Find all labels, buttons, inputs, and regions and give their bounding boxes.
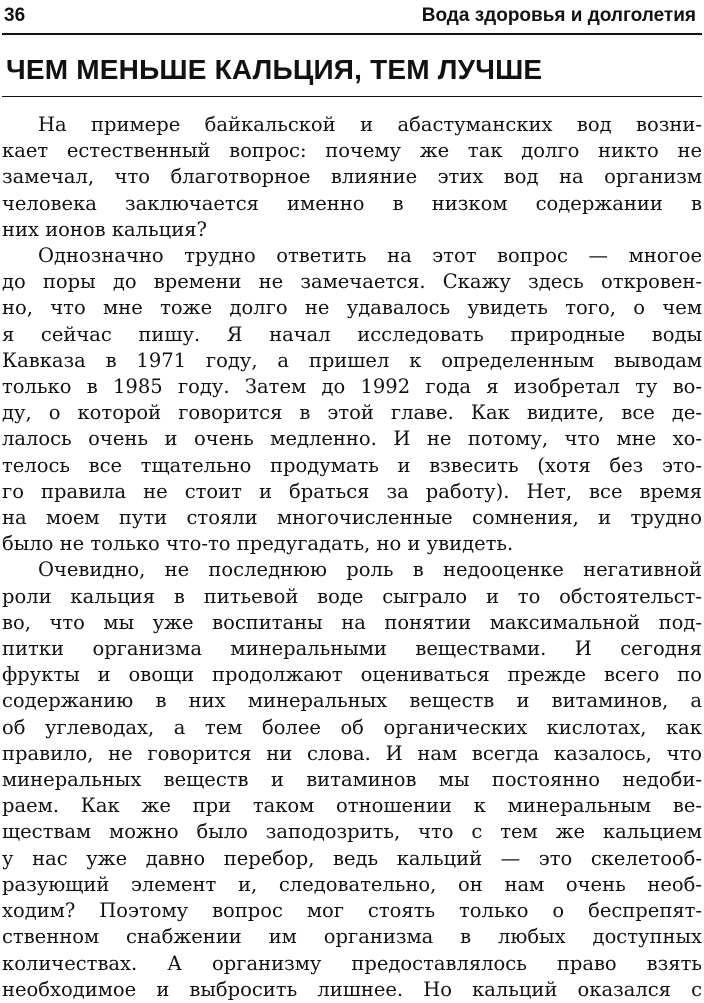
- text-line: я сейчас пишу. Я начал исследовать природные воды: [2, 322, 702, 346]
- text-line: на моем пути стояли многочисленные сомнения, и трудно: [2, 506, 702, 530]
- paragraph: [2, 557, 702, 1002]
- text-line: необходимое и выбросить лишнее. Но кальций оказался с: [2, 977, 702, 1001]
- header-divider: [2, 33, 702, 35]
- text-line: ходим? Поэтому вопрос мог стоять только о беспрепят-: [2, 899, 702, 923]
- text-line: во, что мы уже воспитаны на понятии максимальной под-: [2, 610, 702, 634]
- paragraph: [2, 112, 702, 243]
- text-line: ду, о которой говорится в этой главе. Как видите, все де-: [2, 401, 702, 425]
- text-line: них ионов кальция?: [2, 217, 207, 241]
- page-number: 36: [4, 5, 26, 26]
- paragraph: [2, 243, 702, 557]
- text-line: раем. Как же при таком отношении к минеральным ве-: [2, 794, 702, 818]
- text-line: правило, не говорится ни слова. И нам всегда казалось, что: [2, 741, 702, 765]
- text-line: питки организма минеральными веществами. И сегодня: [2, 637, 702, 661]
- text-line: у нас уже давно перебор, ведь кальций — это скелетооб-: [2, 846, 702, 870]
- body-text: [2, 112, 702, 1003]
- text-line: ственном снабжении им организма в любых доступных: [2, 925, 702, 949]
- text-line: телось все тщательно продумать и взвесить (хотя без это-: [2, 453, 702, 477]
- text-line: фрукты и овощи продолжают оцениваться прежде всего по: [2, 663, 702, 687]
- text-line: об углеводах, а тем более об органических кислотах, как: [2, 715, 702, 739]
- text-line: человека заключается именно в низком содержании в: [2, 191, 702, 215]
- text-line: содержанию в них минеральных веществ и витаминов, а: [2, 689, 702, 713]
- text-line: было не только что-то предугадать, но и увидеть.: [2, 532, 514, 556]
- text-line: до поры до времени не замечается. Скажу здесь откровен-: [2, 270, 702, 294]
- text-line: количествах. А организму предоставлялось право взять: [2, 951, 702, 975]
- text-line: Однозначно трудно ответить на этот вопрос — многое: [38, 244, 702, 268]
- text-line: роли кальция в питьевой воде сыграло и то обстоятельст-: [2, 584, 702, 608]
- book-title: Вода здоровья и долголетия: [421, 5, 696, 26]
- text-line: только в 1985 году. Затем до 1992 года я изобретал ту во-: [2, 375, 702, 399]
- text-line: но, что мне тоже долго не удавалось увидеть того, о чем: [2, 296, 702, 320]
- text-line: го правила не стоит и браться за работу). Нет, все время: [2, 479, 702, 503]
- text-line: разующий элемент и, следовательно, он нам очень необ-: [2, 872, 702, 896]
- text-line: лалось очень и очень медленно. И не потому, что мне хо-: [2, 427, 702, 451]
- text-line: кает естественный вопрос: почему же так долго никто не: [2, 139, 702, 163]
- text-line: ществам можно было заподозрить, что с тем же кальцием: [2, 820, 702, 844]
- text-line: минеральных веществ и витаминов мы постоянно недоби-: [2, 768, 702, 792]
- text-line: замечал, что благотворное влияние этих вод на организм: [2, 165, 702, 189]
- chapter-title: ЧЕМ МЕНЬШЕ КАЛЬЦИЯ, ТЕМ ЛУЧШЕ: [6, 54, 543, 85]
- text-line: На примере байкальской и абастуманских вод возни-: [38, 113, 702, 136]
- text-line: Кавказа в 1971 году, а пришел к определенным выводам: [2, 348, 702, 372]
- running-header: [4, 2, 696, 28]
- title-divider: [2, 96, 702, 97]
- text-line: Очевидно, не последнюю роль в недооценке негативной: [38, 558, 702, 582]
